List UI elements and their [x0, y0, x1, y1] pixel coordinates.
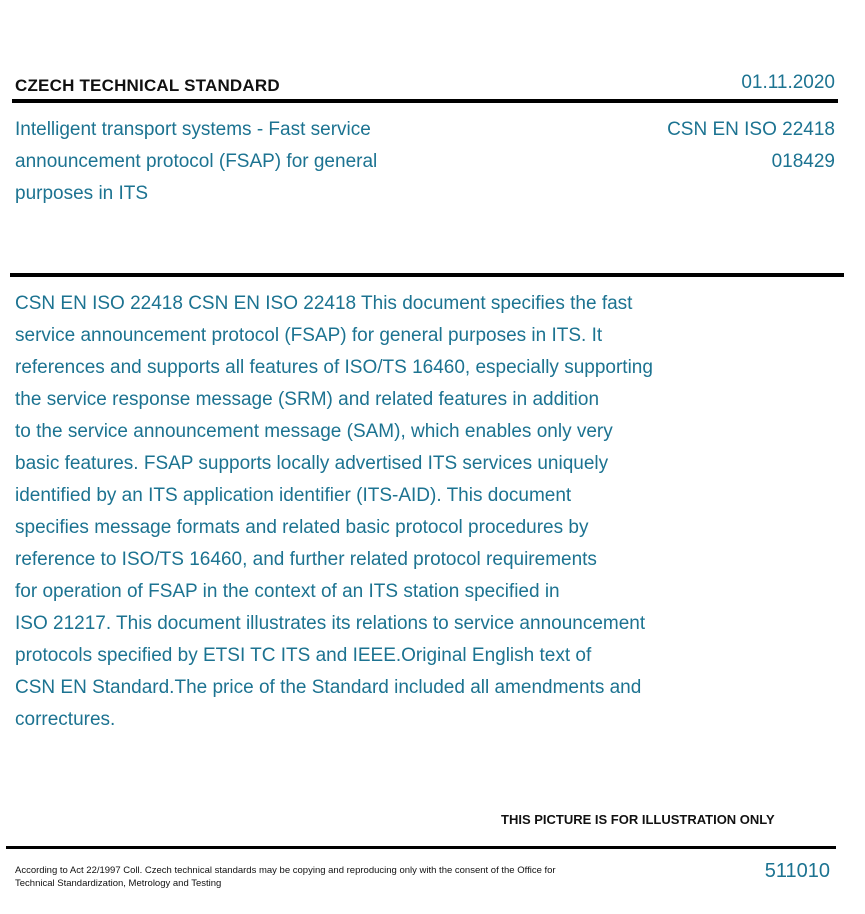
section-divider: [10, 273, 844, 277]
standard-code: CSN EN ISO 22418: [667, 119, 835, 140]
illustration-notice: THIS PICTURE IS FOR ILLUSTRATION ONLY: [501, 812, 775, 827]
header-title: CZECH TECHNICAL STANDARD: [15, 76, 280, 95]
standard-number: 018429: [771, 151, 835, 172]
standard-abstract: CSN EN ISO 22418 CSN EN ISO 22418 This document specifies the fast service announcement protocol (FSAP) for general purposes in ITS. It references and supports all features of ISO/TS 16460, especially supporting the service response message (SRM) and related features in addition to the service announcement message (SAM), which enables only very basic features. FSAP supports locally advertised ITS services uniquely identified by an ITS application identifier (ITS-AID). This document specifies message formats and related basic protocol procedures by reference to ISO/TS 16460, and further related protocol requirements for operation of FSAP in the context of an ITS station specified in ISO 21217. This document illustrates its relations to service announcement protocols specified by ETSI TC ITS and IEEE.Original English text of CSN EN Standard.The price of the Standard included all amendments and correctures.: [15, 293, 653, 730]
standard-title: Intelligent transport systems - Fast service announcement protocol (FSAP) for general purposes in ITS: [15, 119, 378, 204]
publication-date: 01.11.2020: [741, 72, 835, 93]
header-divider: [12, 99, 838, 103]
footer-divider: [6, 846, 836, 849]
catalog-code: 511010: [764, 860, 830, 882]
standard-identifiers: [667, 114, 835, 178]
legal-notice: According to Act 22/1997 Coll. Czech technical standards may be copying and reproducing only with the consent of the Office for Technical Standardization, Metrology and Testing: [15, 865, 556, 889]
